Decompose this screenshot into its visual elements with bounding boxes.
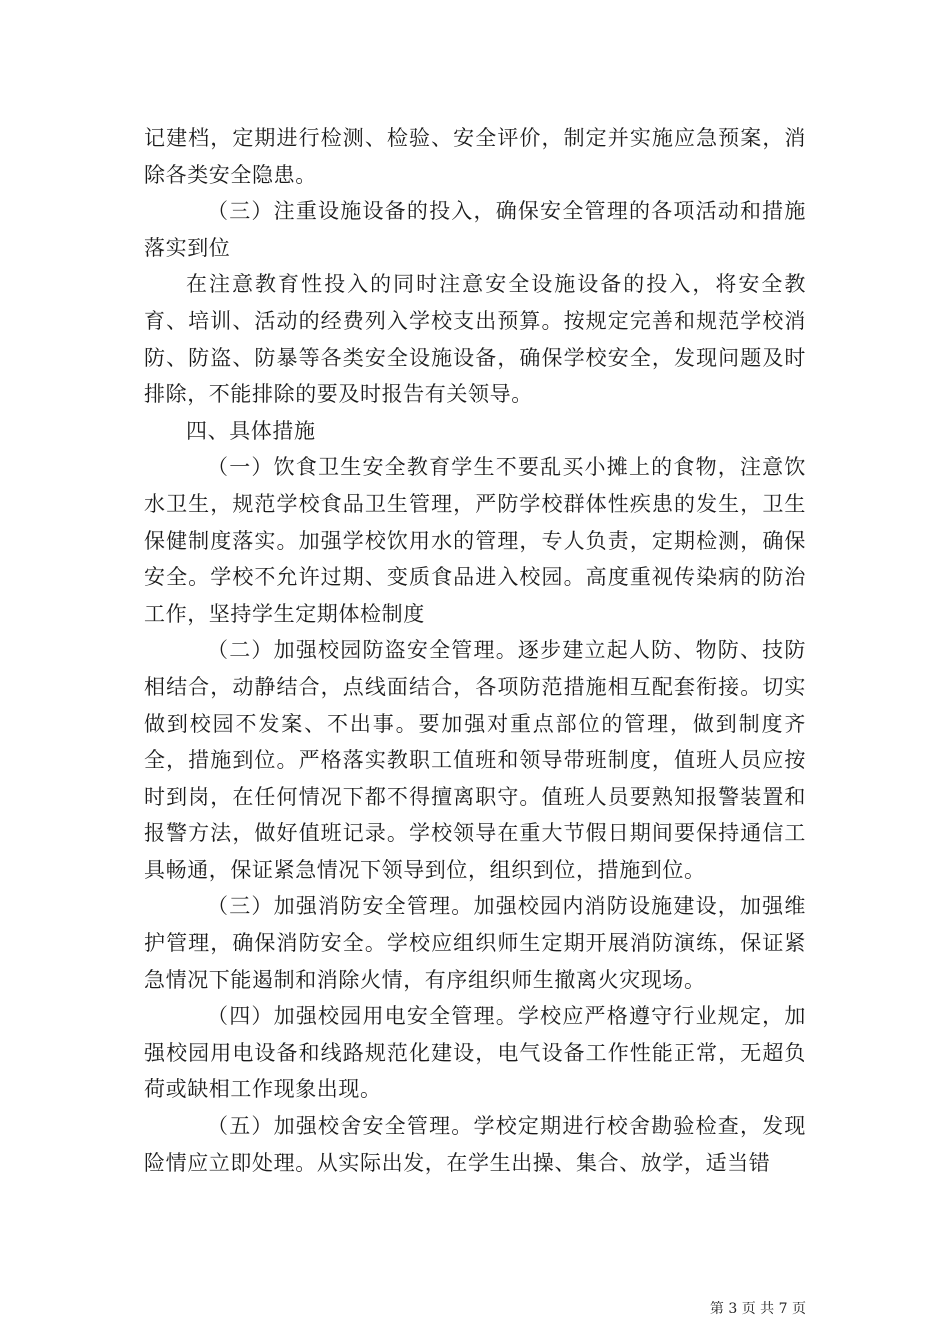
- document-body: [144, 120, 806, 1181]
- paragraph-facility-investment: 在注意教育性投入的同时注意安全设施设备的投入，将安全教育、培训、活动的经费列入学校支出预算。按规定完善和规范学校消防、防盗、防暴等各类安全设施设备，确保学校安全，发现问题及时排除，不能排除的要及时报告有关领导。: [144, 272, 806, 407]
- paragraph-electrical-safety: （四）加强校园用电安全管理。学校应严格遵守行业规定，加强校园用电设备和线路规范化建设，电气设备工作性能正常，无超负荷或缺相工作现象出现。: [144, 1004, 806, 1102]
- section-heading-facility-investment: （三）注重设施设备的投入，确保安全管理的各项活动和措施落实到位: [144, 199, 806, 260]
- paragraph-food-hygiene: （一）饮食卫生安全教育学生不要乱买小摊上的食物，注意饮水卫生，规范学校食品卫生管理，严防学校群体性疾患的发生，卫生保健制度落实。加强学校饮用水的管理，专人负责，定期检测，确保安全。学校不允许过期、变质食品进入校园。高度重视传染病的防治工作，坚持学生定期体检制度: [144, 455, 806, 626]
- page-number: 第 3 页 共 7 页: [709, 1301, 806, 1317]
- paragraph-anti-theft: （二）加强校园防盗安全管理。逐步建立起人防、物防、技防相结合，动静结合，点线面结合，各项防范措施相互配套衔接。切实做到校园不发案、不出事。要加强对重点部位的管理，做到制度齐全，措施到位。严格落实教职工值班和领导带班制度，值班人员应按时到岗，在任何情况下都不得擅离职守。值班人员要熟知报警装置和报警方法，做好值班记录。学校领导在重大节假日期间要保持通信工具畅通，保证紧急情况下领导到位，组织到位，措施到位。: [144, 638, 806, 882]
- paragraph-building-safety: （五）加强校舍安全管理。学校定期进行校舍勘验检查，发现险情应立即处理。从实际出发，在学生出操、集合、放学，适当错: [144, 1114, 806, 1175]
- section-heading-specific-measures: 四、具体措施: [186, 418, 316, 443]
- paragraph-fire-safety: （三）加强消防安全管理。加强校园内消防设施建设，加强维护管理，确保消防安全。学校应组织师生定期开展消防演练，保证紧急情况下能遏制和消除火情，有序组织师生撤离火灾现场。: [144, 894, 806, 992]
- paragraph-continuation: 记建档，定期进行检测、检验、安全评价，制定并实施应急预案，消除各类安全隐患。: [144, 126, 806, 187]
